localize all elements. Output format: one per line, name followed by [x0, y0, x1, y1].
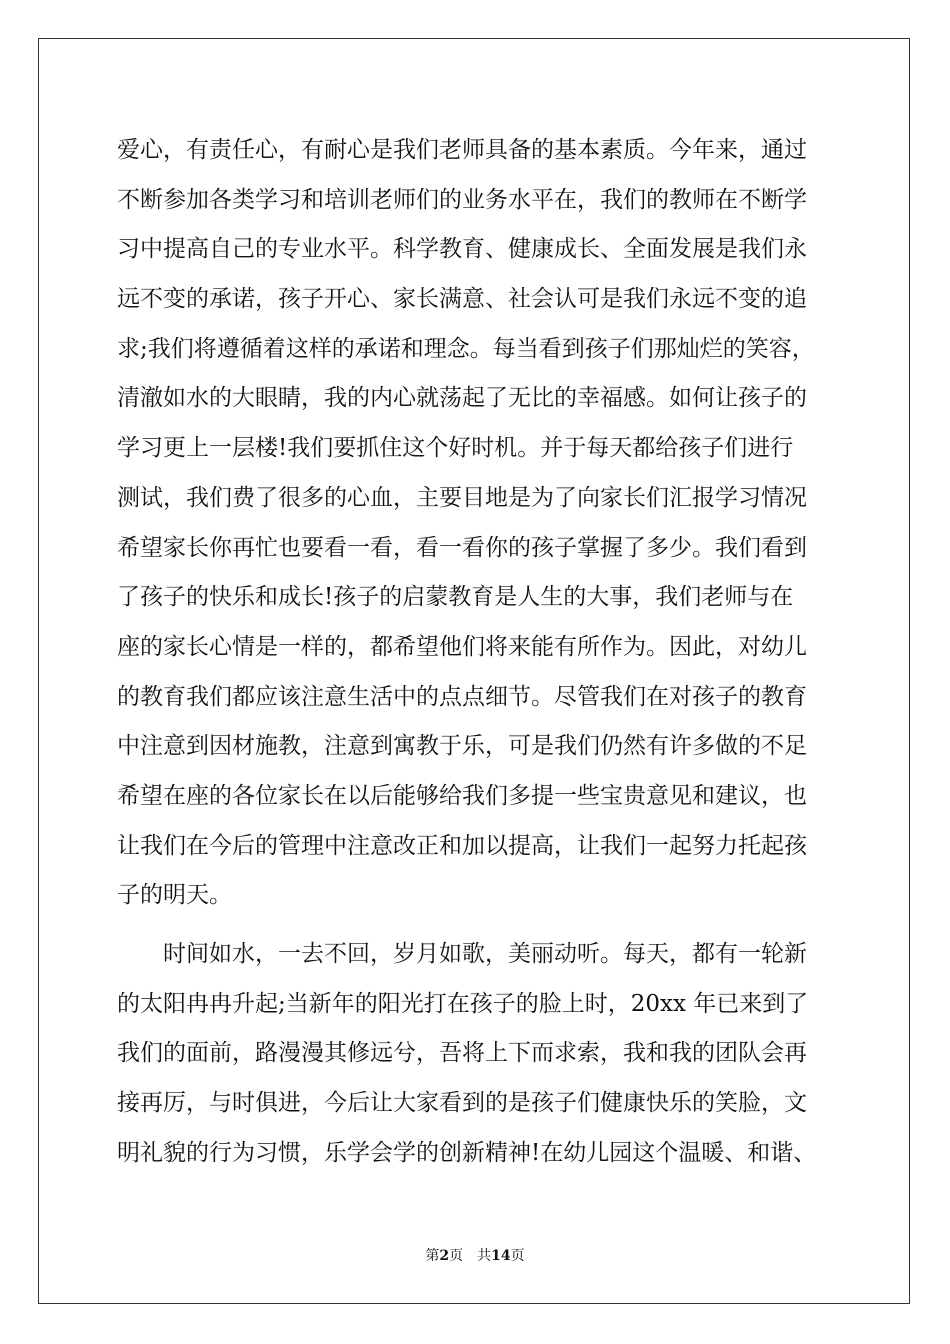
text-line: 希望在座的各位家长在以后能够给我们多提一些宝贵意见和建议，也 — [117, 782, 807, 809]
text-line: 学习更上一层楼!我们要抓住这个好时机。并于每天都给孩子们进行 — [117, 435, 794, 462]
paragraph-2 — [117, 930, 837, 1178]
text-line: 的教育我们都应该注意生活中的点点细节。尽管我们在对孩子的教育 — [117, 683, 807, 710]
text-line: 爱心，有责任心，有耐心是我们老师具备的基本素质。今年来，通过 — [117, 137, 807, 163]
text-line: 清澈如水的大眼睛，我的内心就荡起了无比的幸福感。如何让孩子的 — [117, 385, 807, 412]
text-line: 让我们在今后的管理中注意改正和加以提高，让我们一起努力托起孩 — [117, 832, 807, 859]
text-line: 明礼貌的行为习惯，乐学会学的创新精神!在幼儿园这个温暖、和谐、 — [117, 1139, 817, 1166]
page-suffix: 页 — [449, 1248, 464, 1264]
text-line: 座的家长心情是一样的，都希望他们将来能有所作为。因此，对幼儿 — [117, 633, 807, 660]
text-line: 子的明天。 — [117, 882, 232, 909]
total-prefix: 共 — [477, 1248, 492, 1264]
document-body — [117, 126, 837, 1178]
text-line: 我们的面前，路漫漫其修远兮，吾将上下而求索，我和我的团队会再 — [117, 1040, 807, 1067]
total-suffix: 页 — [510, 1248, 525, 1264]
text-line: 远不变的承诺，孩子开心、家长满意、社会认可是我们永远不变的追 — [117, 286, 807, 313]
text-line: 了孩子的快乐和成长!孩子的启蒙教育是人生的大事，我们老师与在 — [117, 584, 794, 611]
text-line: 时间如水，一去不回，岁月如歌，美丽动听。每天，都有一轮新 — [163, 941, 807, 967]
text-line: 求;我们将遵循着这样的承诺和理念。每当看到孩子们那灿烂的笑容， — [117, 335, 815, 362]
page-number: 2 — [439, 1248, 450, 1264]
text-line: 测试，我们费了很多的心血，主要目地是为了向家长们汇报学习情况 — [117, 484, 807, 511]
text-line: 希望家长你再忙也要看一看，看一看你的孩子掌握了多少。我们看到 — [117, 534, 807, 561]
text-line: 习中提高自己的专业水平。科学教育、健康成长、全面发展是我们永 — [117, 236, 807, 263]
text-line: 接再厉，与时俱进，今后让大家看到的是孩子们健康快乐的笑脸，文 — [117, 1090, 807, 1117]
paragraph-1 — [117, 126, 837, 921]
page-prefix: 第 — [425, 1248, 440, 1264]
page-footer — [0, 1245, 950, 1265]
text-line: 不断参加各类学习和培训老师们的业务水平在，我们的教师在不断学 — [117, 186, 807, 213]
text-line: 的太阳冉冉升起;当新年的阳光打在孩子的脸上时，20xx 年已来到了 — [117, 990, 809, 1017]
total-pages: 14 — [491, 1248, 511, 1264]
text-line: 中注意到因材施教，注意到寓教于乐，可是我们仍然有许多做的不足 — [117, 733, 807, 760]
